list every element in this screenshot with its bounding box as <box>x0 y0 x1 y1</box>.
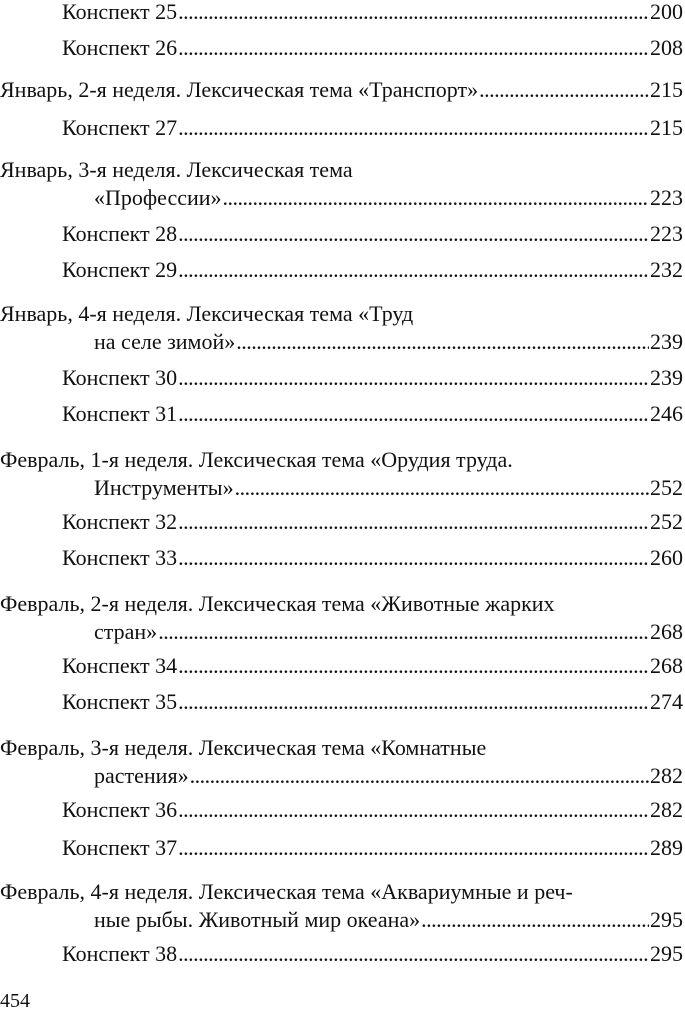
toc-page-number: 215 <box>650 77 683 102</box>
toc-leader-line <box>94 908 685 932</box>
dot-leader <box>178 258 649 282</box>
dot-leader <box>178 798 649 822</box>
toc-entry-konspekt <box>0 942 685 966</box>
dot-leader <box>223 186 649 210</box>
toc-entry-konspekt <box>0 222 685 246</box>
dot-leader <box>236 330 649 354</box>
toc-entry-konspekt <box>0 510 685 534</box>
toc-leader-line <box>94 186 685 210</box>
toc-topic-first-line: Февраль, 2-я неделя. Лексическая тема «Животные жарких <box>0 591 555 616</box>
dot-leader <box>178 654 649 678</box>
toc-page-number: 282 <box>650 763 683 788</box>
dot-leader <box>178 510 649 534</box>
toc-entry-label: растения» <box>94 763 189 788</box>
toc-page-number: 289 <box>650 835 683 860</box>
toc-leader-line <box>62 366 685 390</box>
dot-leader <box>158 620 649 644</box>
toc-entry-topic <box>0 880 685 932</box>
dot-leader <box>178 36 649 60</box>
toc-page-number: 252 <box>650 509 683 534</box>
toc-entry-konspekt <box>0 0 685 24</box>
toc-entry-konspekt <box>0 36 685 60</box>
toc-entry-label: на селе зимой» <box>94 329 236 354</box>
toc-leader-line <box>62 36 685 60</box>
toc-page-number: 232 <box>650 257 683 282</box>
dot-leader <box>178 690 649 714</box>
toc-page-number: 246 <box>650 401 683 426</box>
page-number: 454 <box>0 990 30 1012</box>
toc-leader-line <box>94 620 685 644</box>
dot-leader <box>178 116 649 140</box>
toc-entry-label: Конспект 27 <box>62 115 178 140</box>
toc-leader-line <box>62 402 685 426</box>
toc-leader-line <box>62 0 685 24</box>
toc-leader-line <box>62 836 685 860</box>
toc-entry-label: Конспект 32 <box>62 509 178 534</box>
toc-entry-label: Конспект 35 <box>62 689 178 714</box>
toc-entry-label: Конспект 38 <box>62 941 178 966</box>
dot-leader <box>178 836 649 860</box>
dot-leader <box>178 546 649 570</box>
toc-page-number: 215 <box>650 115 683 140</box>
dot-leader <box>190 764 649 788</box>
toc-topic-first-line: Февраль, 1-я неделя. Лексическая тема «Орудия труда. <box>0 447 513 472</box>
toc-page-number: 223 <box>650 185 683 210</box>
dot-leader <box>178 222 649 246</box>
toc-entry-topic <box>0 448 685 500</box>
toc-leader-line <box>62 798 685 822</box>
toc-leader-line <box>94 330 685 354</box>
toc-topic-first-line: Январь, 4-я неделя. Лексическая тема «Труд <box>0 301 414 326</box>
toc-entry-konspekt <box>0 836 685 860</box>
toc-entry-label: Конспект 34 <box>62 653 178 678</box>
toc-leader-line <box>94 476 685 500</box>
toc-topic-first-line: Февраль, 4-я неделя. Лексическая тема «Аквариумные и реч- <box>0 879 573 904</box>
toc-leader-line <box>62 690 685 714</box>
toc-entry-label: Конспект 26 <box>62 35 178 60</box>
toc-entry-label: Конспект 31 <box>62 401 178 426</box>
toc-entry-konspekt <box>0 366 685 390</box>
toc-entry-label: Конспект 29 <box>62 257 178 282</box>
toc-page-number: 274 <box>650 689 683 714</box>
dot-leader <box>178 402 649 426</box>
toc-entry-label: «Профессии» <box>94 185 222 210</box>
dot-leader <box>178 0 649 24</box>
toc-page-number: 295 <box>650 941 683 966</box>
toc-page-number: 200 <box>650 0 683 24</box>
toc-entry-konspekt <box>0 798 685 822</box>
toc-entry-label: Январь, 2-я неделя. Лексическая тема «Транспорт» <box>0 77 479 102</box>
toc-entry-label: ные рыбы. Животный мир океана» <box>94 907 421 932</box>
dot-leader <box>479 78 649 102</box>
toc-page-number: 282 <box>650 797 683 822</box>
toc-topic-first-line: Февраль, 3-я неделя. Лексическая тема «Комнатные <box>0 735 487 760</box>
toc-entry-label: стран» <box>94 619 158 644</box>
toc-page-number: 268 <box>650 653 683 678</box>
toc-page-number: 239 <box>650 365 683 390</box>
toc-entry-konspekt <box>0 546 685 570</box>
toc-page-number: 295 <box>650 907 683 932</box>
toc-entry-label: Конспект 25 <box>62 0 178 24</box>
toc-entry-konspekt <box>0 116 685 140</box>
toc-leader-line <box>0 78 685 102</box>
toc-entry-topic <box>0 302 685 354</box>
toc-entry-label: Конспект 36 <box>62 797 178 822</box>
toc-entry-konspekt <box>0 258 685 282</box>
toc-entry-konspekt <box>0 690 685 714</box>
toc-entry-label: Конспект 28 <box>62 221 178 246</box>
toc-entry-topic <box>0 78 685 102</box>
toc-leader-line <box>62 942 685 966</box>
dot-leader <box>421 908 649 932</box>
toc-entry-topic <box>0 592 685 644</box>
dot-leader <box>235 476 649 500</box>
dot-leader <box>178 942 649 966</box>
toc-entry-konspekt <box>0 402 685 426</box>
dot-leader <box>178 366 649 390</box>
toc-topic-first-line: Январь, 3-я неделя. Лексическая тема <box>0 157 353 182</box>
toc-leader-line <box>62 116 685 140</box>
toc-leader-line <box>94 764 685 788</box>
toc-leader-line <box>62 654 685 678</box>
toc-entry-konspekt <box>0 654 685 678</box>
toc-page-number: 252 <box>650 475 683 500</box>
toc-page-number: 208 <box>650 35 683 60</box>
toc-entry-label: Конспект 37 <box>62 835 178 860</box>
toc-leader-line <box>62 258 685 282</box>
toc-leader-line <box>62 222 685 246</box>
toc-entry-topic <box>0 158 685 210</box>
toc-entry-label: Инструменты» <box>94 475 234 500</box>
toc-page-number: 223 <box>650 221 683 246</box>
toc-entry-label: Конспект 33 <box>62 545 178 570</box>
toc-page-number: 260 <box>650 545 683 570</box>
toc-entry-topic <box>0 736 685 788</box>
toc-entry-label: Конспект 30 <box>62 365 178 390</box>
toc-page-number: 239 <box>650 329 683 354</box>
toc-leader-line <box>62 510 685 534</box>
toc-leader-line <box>62 546 685 570</box>
toc-page-number: 268 <box>650 619 683 644</box>
